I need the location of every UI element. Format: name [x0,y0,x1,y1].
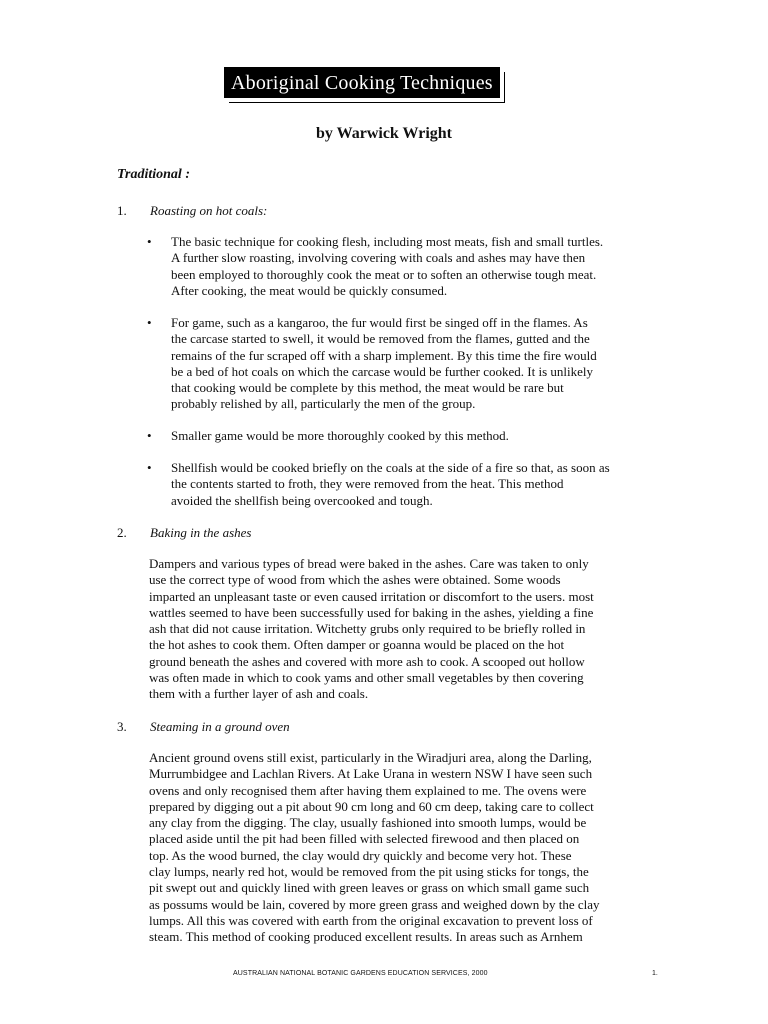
text-line: Murrumbidgee and Lachlan Rivers. At Lake Urana in western NSW I have seen such [149,766,593,782]
page-footer [0,970,768,984]
text-line: wattles seemed to have been successfully used for baking in the ashes, yielding a fine [149,604,594,620]
item-heading: Roasting on hot coals: [150,203,268,218]
text-line: any clay from the digging. The clay, usually fashioned into smooth lumps, would be [149,815,587,831]
page-number: 1. [652,970,658,977]
text-line: ash that did not cause irritation. Witchetty grubs only required to be briefly rolled in [149,621,586,637]
text-line: Shellfish would be cooked briefly on the coals at the side of a fire so that, as soon as [171,460,610,475]
item-heading: Steaming in a ground oven [150,719,290,734]
title-banner [224,67,500,98]
text-line: imparted an unpleasant taste or even caused irritation or discomfort to the users. most [149,588,594,604]
text-line: ground beneath the ashes and covered with more ash to cook. A scooped out hollow [149,653,585,669]
bullet-marker: • [147,234,152,249]
text-line: be a bed of hot coals on which the carcase would be further cooked. It is unlikely [171,363,593,379]
bullet-text [171,234,659,299]
item-number: 3. [117,719,127,734]
text-line: probably relished by all, particularly the men of the group. [171,396,476,412]
text-line: the contents started to froth, they were removed from the heat. This method [171,476,564,492]
text-line: lumps. All this was covered with earth from the original excavation to prevent loss of [149,912,593,928]
bullet-text [171,428,659,444]
text-line: as possums would be lain, covered by more green grass and weighed down by the clay [149,896,600,912]
text-line: Smaller game would be more thoroughly cooked by this method. [171,428,509,443]
document-title: Aboriginal Cooking Techniques [224,67,500,98]
text-line: A further slow roasting, involving covering with coals and ashes may have then [171,250,586,266]
text-line: avoided the shellfish being overcooked and tough. [171,492,433,508]
bullet-text [171,315,659,413]
text-line: the carcase started to swell, it would be removed from the flames, gutted and the [171,331,590,347]
item-heading: Baking in the ashes [150,525,252,540]
bullet-text [171,460,659,509]
bullet-marker: • [147,460,152,475]
text-line: prepared by digging out a pit about 90 cm long and 60 cm deep, taking care to collect [149,798,594,814]
footer-organization: AUSTRALIAN NATIONAL BOTANIC GARDENS EDUCATION SERVICES, 2000 [233,970,488,977]
paragraph [149,750,661,946]
text-line: pit swept out and quickly lined with green leaves or grass on which small game such [149,880,590,896]
text-line: use the correct type of wood from which the ashes were obtained. Some woods [149,572,561,588]
item-number: 1. [117,203,127,218]
paragraph [149,556,661,703]
text-line: The basic technique for cooking flesh, including most meats, fish and small turtles. [171,234,604,249]
author-byline: by Warwick Wright [315,125,453,142]
text-line: them with a further layer of ash and coals. [149,686,369,702]
bullet-marker: • [147,428,152,443]
item-number: 2. [117,525,127,540]
text-line: Dampers and various types of bread were baked in the ashes. Care was taken to only [149,556,589,571]
text-line: was often made in which to cook yams and other small vegetables by then covering [149,670,584,686]
text-line: top. As the wood burned, the clay would dry quickly and become very hot. These [149,847,572,863]
text-line: After cooking, the meat would be quickly consumed. [171,282,448,298]
text-line: For game, such as a kangaroo, the fur would first be singed off in the flames. As [171,315,588,330]
text-line: clay lumps, nearly red hot, would be removed from the pit using sticks for tongs, the [149,864,589,880]
bullet-marker: • [147,315,152,330]
text-line: remains of the fur scraped off with a sharp implement. By this time the fire would [171,347,597,363]
text-line: placed aside until the pit had been filled with selected firewood and then placed on [149,831,580,847]
section-heading: Traditional : [117,167,190,182]
text-line: been employed to thoroughly cook the meat or to soften an otherwise tough meat. [171,266,597,282]
text-line: ovens and only recognised them after having them explained to me. The ovens were [149,782,587,798]
text-line: the hot ashes to cook them. Often damper or goanna would be placed on the hot [149,637,565,653]
text-line: Ancient ground ovens still exist, particularly in the Wiradjuri area, along the Darling, [149,750,592,765]
text-line: steam. This method of cooking produced excellent results. In areas such as Arnhem [149,929,583,945]
text-line: that cooking would be complete by this method, the meat would be rare but [171,380,564,396]
